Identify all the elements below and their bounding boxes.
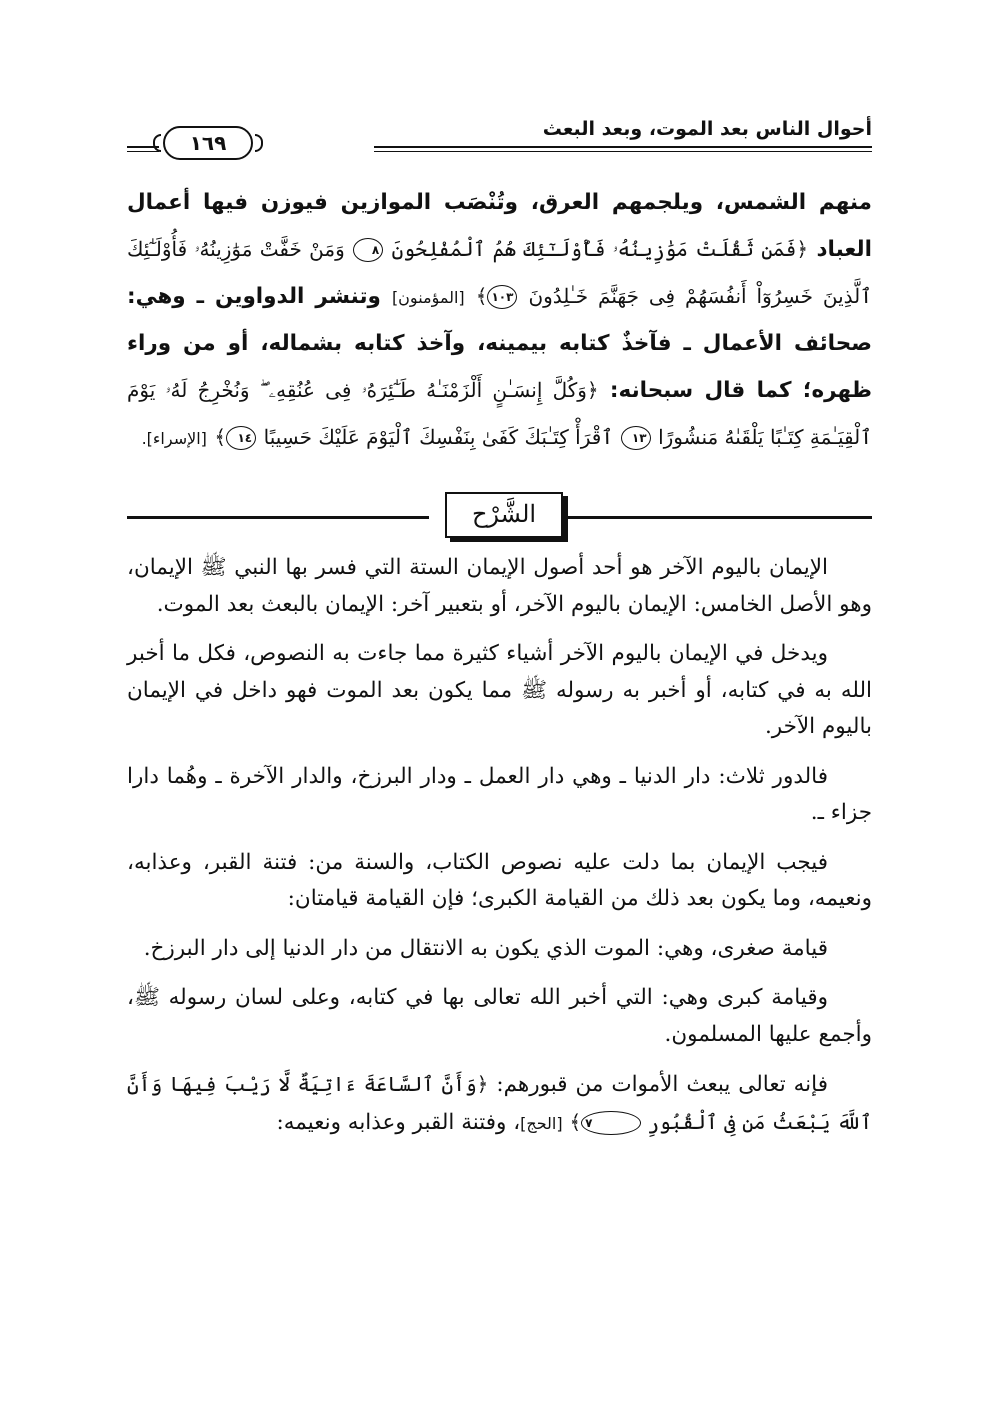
verse-number-marker: ١٣ — [621, 426, 651, 450]
sharh-paragraph: فالدور ثلاث: دار الدنيا ـ وهي دار العمل ـ ودار البرزخ، والدار الآخرة ـ وهُما دارا جزاء ـ. — [127, 763, 872, 825]
running-header — [127, 112, 872, 162]
verse-number-marker: ١٤ — [226, 426, 256, 450]
quran-verse: ﴿وَأَنَّ ٱلسَّاعَةَ ءَاتِيَةٌ لَّا رَيْبَ فِيهَا وَأَنَّ ٱللَّهَ يَبْعَثُ مَن فِى ٱلْقُبُورِ — [127, 1072, 872, 1134]
matn-text: منهم الشمس، ويلجمهم العرق، وتُنْصَب الموازين فيوزن فيها أعمال العباد — [127, 190, 872, 262]
surah-reference: [الحج] — [520, 1113, 563, 1133]
sharh-paragraph: قيامة صغرى، وهي: الموت الذي يكون به الانتقال من دار الدنيا إلى دار البرزخ. — [143, 935, 828, 961]
quran-close-bracket: ﴾ — [569, 1109, 582, 1134]
quran-close-bracket: ﴾ — [475, 284, 488, 308]
sharh-heading: الشَّرْح — [445, 492, 563, 538]
verse-number-marker: ١٠٣ — [487, 285, 517, 309]
header-rule-short — [127, 146, 159, 152]
surah-reference: [الإسراء]. — [141, 429, 207, 448]
surah-reference: [المؤمنون] — [391, 288, 465, 307]
chapter-title: أحوال الناس بعد الموت، وبعد البعث — [542, 118, 872, 140]
divider-rule — [564, 516, 872, 519]
quran-verse: ٱقْرَأْ كِتَـٰبَكَ كَفَىٰ بِنَفْسِكَ ٱلْيَوْمَ عَلَيْكَ حَسِيبًا — [263, 425, 614, 449]
page-number: ١٦٩ — [163, 126, 253, 160]
verse-number-marker: ٧ — [581, 1111, 640, 1135]
quran-close-bracket: ﴾ — [214, 425, 227, 449]
matn-text: وتنشر الدواوين ـ وهي: صحائف الأعمال ـ فآخذٌ كتابه بيمينه، وآخذ كتابه بشماله، أو من وراء ظهره؛ كما قال سبحانه: — [127, 284, 872, 403]
quran-verse: وَمَنْ خَفَّتْ مَوَٰزِينُهُۥ فَأُوْلَـٰٓئِكَ ٱلَّذِينَ خَسِرُوٓاْ أَنفُسَهُمْ فِى جَهَنَّمَ خَـٰلِدُونَ — [127, 237, 872, 308]
sharh-paragraph — [127, 1066, 872, 1142]
sharh-body — [127, 550, 872, 1142]
sharh-divider — [127, 490, 872, 542]
header-rule — [374, 146, 872, 152]
sharh-text: ، وفتنة القبر وعذابه ونعيمه: — [276, 1109, 521, 1135]
sharh-paragraph: الإيمان باليوم الآخر هو أحد أصول الإيمان الستة التي فسر بها النبي ﷺ الإيمان، وهو الأصل الخامس: الإيمان باليوم الآخر، أو بتعبير آخر: الإيمان بالبعث بعد الموت. — [127, 555, 872, 617]
quran-verse: ﴿فَمَن ثَقُلَتْ مَوَٰزِينُهُۥ فَأُوْلَـٰٓئِكَ هُمُ ٱلْمُفْلِحُونَ — [391, 237, 809, 261]
matn-paragraph — [127, 180, 872, 462]
divider-rule — [127, 516, 429, 519]
verse-number-marker: ٨ — [353, 238, 383, 262]
book-page — [127, 112, 872, 1155]
sharh-paragraph: ويدخل في الإيمان باليوم الآخر أشياء كثيرة مما جاءت به النصوص، فكل ما أخبر الله به في كتابه، أو أخبر به رسوله ﷺ مما يكون بعد الموت فهو داخل في الإيمان باليوم الآخر. — [127, 641, 872, 739]
sharh-paragraph: وقيامة كبرى وهي: التي أخبر الله تعالى بها في كتابه، وعلى لسان رسوله ﷺ، وأجمع عليها المسلمون. — [127, 985, 872, 1047]
sharh-text: فإنه تعالى يبعث الأموات من قبورهم: — [488, 1072, 828, 1097]
sharh-paragraph: فيجب الإيمان بما دلت عليه نصوص الكتاب، والسنة من: فتنة القبر، وعذابه، ونعيمه، وما يكون بعد ذلك من القيامة الكبرى؛ فإن القيامة قيامتان: — [127, 849, 872, 911]
quran-verse: ﴿وَكُلَّ إِنسَـٰنٍ أَلْزَمْنَـٰهُ طَـٰٓئِرَهُۥ فِى عُنُقِهِۦ ۖ وَنُخْرِجُ لَهُۥ يَوْمَ ٱلْقِيَـٰمَةِ كِتَـٰبًا يَلْقَىٰهُ مَنشُورًا — [127, 378, 872, 449]
